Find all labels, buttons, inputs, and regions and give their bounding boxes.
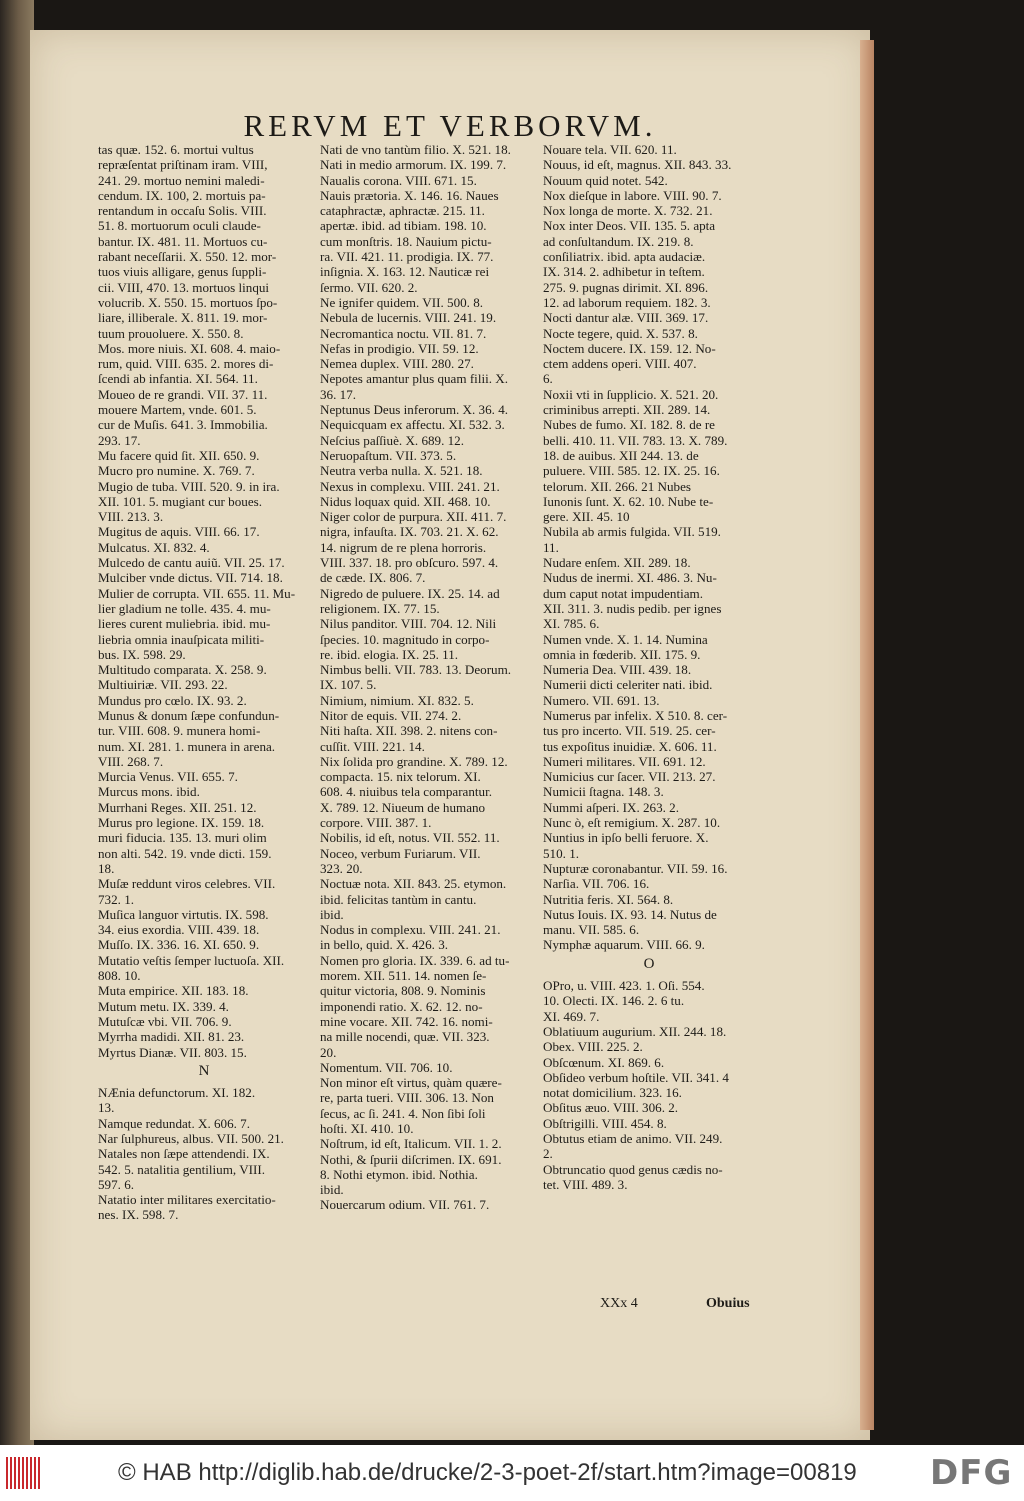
index-entry: Nymphæ aquarum. VIII. 66. 9. bbox=[543, 937, 705, 953]
index-entry: XII. 311. 3. nudis pedib. per ignes bbox=[543, 600, 722, 616]
index-entry: Neptunus Deus inferorum. X. 36. 4. bbox=[320, 402, 509, 418]
index-entry: Nati de vno tantùm filio. X. 521. 18. bbox=[320, 142, 511, 157]
index-entry: Multitudo comparata. X. 258. 9. bbox=[98, 662, 267, 678]
index-entry: 36. 17. bbox=[320, 386, 357, 402]
index-entry: Moueo de re grandi. VII. 37. 11. bbox=[98, 386, 268, 402]
index-entry: Obſideo verbum hoſtile. VII. 341. 4 bbox=[543, 1069, 729, 1085]
index-entry: Iunonis ſunt. X. 62. 10. Nube te- bbox=[543, 493, 714, 509]
index-entry: VIII. 268. 7. bbox=[98, 753, 164, 769]
index-entry: 510. 1. bbox=[543, 845, 580, 861]
index-entry: VIII. 337. 18. pro obſcuro. 597. 4. bbox=[320, 555, 499, 571]
index-entry: rentandum in occaſu Solis. VIII. bbox=[98, 203, 267, 219]
index-entry: X. 789. 12. Niueum de humano bbox=[320, 799, 486, 815]
index-entry: 18. bbox=[98, 860, 115, 876]
index-entry: tus pro incerto. VII. 519. 25. cer- bbox=[543, 723, 716, 739]
index-entry: Nequicquam ex affectu. XI. 532. 3. bbox=[320, 417, 505, 433]
index-entry: 241. 29. mortuo nemini maledi- bbox=[98, 172, 265, 188]
index-entry: repræſentat priſtinam iram. VIII, bbox=[98, 157, 268, 173]
index-entry: hoſti. XI. 410. 10. bbox=[320, 1121, 414, 1136]
index-entry: 293. 17. bbox=[98, 432, 141, 448]
index-entry: Nubila ab armis fulgida. VII. 519. bbox=[543, 524, 721, 540]
index-entry: ra. VII. 421. 11. prodigia. IX. 77. bbox=[320, 249, 494, 265]
index-entry: tuum prouoluere. X. 550. 8. bbox=[98, 325, 244, 341]
index-entry: Murus pro legione. IX. 159. 18. bbox=[98, 815, 265, 831]
index-entry: Noctuæ nota. XII. 843. 25. etymon. bbox=[320, 876, 507, 892]
index-entry: Nunc ò, eſt remigium. X. 287. 10. bbox=[543, 815, 721, 831]
index-entry: Nepotes amantur plus quam filii. X. bbox=[320, 371, 509, 387]
index-column-3 bbox=[543, 142, 755, 1192]
index-entry: 608. 4. niuibus tela comparantur. bbox=[320, 784, 493, 800]
index-entry: Naualis corona. VIII. 671. 15. bbox=[320, 172, 477, 188]
index-entry: num. XI. 281. 1. munera in arena. bbox=[98, 738, 276, 754]
index-entry: XI. 785. 6. bbox=[543, 616, 600, 632]
index-entry: Obſcœnum. XI. 869. 6. bbox=[543, 1054, 665, 1070]
index-entry: 13. bbox=[98, 1100, 115, 1116]
index-entry: apertæ. ibid. ad tibiam. 198. 10. bbox=[320, 218, 487, 234]
index-entry: 8. Nothi etymon. ibid. Nothia. bbox=[320, 1166, 478, 1182]
index-entry: Noſtrum, id eſt, Italicum. VII. 1. 2. bbox=[320, 1136, 502, 1152]
index-entry: Numerus par infelix. X 510. 8. cer- bbox=[543, 707, 728, 723]
index-entry: de cæde. IX. 806. 7. bbox=[320, 570, 426, 586]
index-entry: Natatio inter militares exercitatio- bbox=[98, 1192, 276, 1208]
index-entry: Numero. VII. 691. 13. bbox=[543, 692, 660, 708]
index-entry: cum monſtris. 18. Nauium pictu- bbox=[320, 233, 492, 249]
index-entry: Nauis prætoria. X. 146. 16. Naues bbox=[320, 187, 499, 203]
index-entry: VIII. 213. 3. bbox=[98, 509, 164, 525]
index-entry: Muſica languor virtutis. IX. 598. bbox=[98, 906, 269, 922]
index-entry: Nebula de lucernis. VIII. 241. 19. bbox=[320, 310, 497, 326]
page-fore-edge bbox=[860, 40, 874, 1430]
index-entry: Nummi aſperi. IX. 263. 2. bbox=[543, 799, 680, 815]
index-entry: Neſcius paſſiuè. X. 689. 12. bbox=[320, 432, 465, 448]
index-entry: Nudare enſem. XII. 289. 18. bbox=[543, 555, 691, 571]
index-entry: lier gladium ne tolle. 435. 4. mu- bbox=[98, 600, 271, 616]
index-entry: volucrib. X. 550. 15. mortuos ſpo- bbox=[98, 294, 278, 310]
index-entry: 20. bbox=[320, 1044, 337, 1060]
index-entry: Mulcedo de cantu auiũ. VII. 25. 17. bbox=[98, 555, 285, 571]
index-entry: Nocti dantur alæ. VIII. 369. 17. bbox=[543, 310, 709, 326]
index-entry: Obex. VIII. 225. 2. bbox=[543, 1039, 643, 1055]
index-entry: 323. 20. bbox=[320, 860, 363, 876]
book-binding-edge bbox=[0, 0, 34, 1445]
index-entry: Nobilis, id eſt, notus. VII. 552. 11. bbox=[320, 830, 500, 846]
index-entry: Nati in medio armorum. IX. 199. 7. bbox=[320, 157, 507, 173]
index-entry: Oblatiuum augurium. XII. 244. 18. bbox=[543, 1023, 727, 1039]
index-entry: Munus & donum ſæpe confundun- bbox=[98, 707, 280, 723]
index-entry: Nox inter Deos. VII. 135. 5. apta bbox=[543, 218, 716, 234]
index-entry: cur de Muſis. 641. 3. Immobilia. bbox=[98, 417, 268, 433]
index-entry: ibid. bbox=[320, 1182, 344, 1198]
index-entry: 10. Olecti. IX. 146. 2. 6 tu. bbox=[543, 993, 685, 1009]
index-entry: ibid. bbox=[320, 906, 344, 922]
index-entry: Neruopaſtum. VII. 373. 5. bbox=[320, 447, 457, 463]
index-entry: quitur victoria, 808. 9. Nominis bbox=[320, 983, 486, 999]
dfg-logo: DFG bbox=[930, 1453, 1013, 1493]
index-entry: Nutritia feris. XI. 564. 8. bbox=[543, 891, 674, 907]
index-entry: cii. VIII, 470. 13. mortuos linqui bbox=[98, 279, 270, 295]
index-entry: Nefas in prodigio. VII. 59. 12. bbox=[320, 340, 479, 356]
index-entry: manu. VII. 585. 6. bbox=[543, 922, 640, 938]
index-entry: Nothi, & ſpurii diſcrimen. IX. 691. bbox=[320, 1151, 502, 1167]
index-entry: Nutus Iouis. IX. 93. 14. Nutus de bbox=[543, 906, 717, 922]
index-entry: Mu facere quid ſit. XII. 650. 9. bbox=[98, 447, 260, 463]
index-entry: Murcia Venus. VII. 655. 7. bbox=[98, 769, 238, 785]
index-entry: Nomen pro gloria. IX. 339. 6. ad tu- bbox=[320, 952, 510, 968]
index-entry: Neutra verba nulla. X. 521. 18. bbox=[320, 463, 483, 479]
index-column-2 bbox=[320, 142, 532, 1213]
index-entry: Mucro pro numine. X. 769. 7. bbox=[98, 463, 255, 479]
section-letter-heading: N bbox=[198, 1062, 210, 1079]
index-entry: conſiliatrix. ibid. apta audaciæ. bbox=[543, 249, 706, 265]
index-entry: 6. bbox=[543, 371, 553, 387]
index-entry: bus. IX. 598. 29. bbox=[98, 646, 186, 662]
index-entry: Nouercarum odium. VII. 761. 7. bbox=[320, 1197, 490, 1213]
index-entry: ctem addens operi. VIII. 407. bbox=[543, 356, 697, 372]
index-entry: Multiuiriæ. VII. 293. 22. bbox=[98, 677, 228, 693]
index-entry: bantur. IX. 481. 11. Mortuos cu- bbox=[98, 233, 268, 249]
index-entry: 11. bbox=[543, 539, 559, 555]
index-entry: inſignia. X. 163. 12. Nauticæ rei bbox=[320, 264, 490, 280]
index-entry: Necromantica noctu. VII. 81. 7. bbox=[320, 325, 487, 341]
barcode-icon bbox=[6, 1457, 40, 1489]
index-entry: morem. XII. 511. 14. nomen ſe- bbox=[320, 968, 487, 984]
index-entry: Nar ſulphureus, albus. VII. 500. 21. bbox=[98, 1131, 284, 1146]
catchword: Obuius bbox=[706, 1296, 750, 1311]
index-entry: Muſæ reddunt viros celebres. VII. bbox=[98, 876, 276, 892]
index-entry: Nouum quid notet. 542. bbox=[543, 172, 668, 188]
index-entry: rabant neceſſarii. X. 550. 12. mor- bbox=[98, 249, 277, 265]
index-entry: 597. 6. bbox=[98, 1176, 135, 1192]
index-entry: Nimium, nimium. XI. 832. 5. bbox=[320, 692, 474, 708]
index-entry: Nix ſolida pro grandine. X. 789. 12. bbox=[320, 753, 508, 769]
index-entry: Nouus, id eſt, magnus. XII. 843. 33. bbox=[543, 157, 732, 173]
index-entry: Nodus in complexu. VIII. 241. 21. bbox=[320, 922, 501, 938]
index-entry: Muta empirice. XII. 183. 18. bbox=[98, 983, 249, 999]
index-entry: OPro, u. VIII. 423. 1. Oſi. 554. bbox=[543, 978, 705, 994]
index-entry: Nudus de inermi. XI. 486. 3. Nu- bbox=[543, 570, 717, 586]
index-entry: 2. bbox=[543, 1146, 553, 1162]
index-entry: tas quæ. 152. 6. mortui vultus bbox=[98, 142, 254, 157]
index-entry: dum caput notat impudentiam. bbox=[543, 585, 704, 601]
index-entry: omnia in fœderib. XII. 175. 9. bbox=[543, 646, 701, 662]
index-entry: Mutuſcæ vbi. VII. 706. 9. bbox=[98, 1013, 232, 1029]
index-entry: re, parta tueri. VIII. 306. 13. Non bbox=[320, 1090, 494, 1106]
index-entry: Niti haſta. XII. 398. 2. nitens con- bbox=[320, 723, 498, 739]
index-entry: NÆnia defunctorum. XI. 182. bbox=[98, 1085, 256, 1101]
index-entry: 12. ad laborum requiem. 182. 3. bbox=[543, 294, 711, 310]
index-entry: XI. 469. 7. bbox=[543, 1008, 600, 1024]
index-entry: Nexus in complexu. VIII. 241. 21. bbox=[320, 478, 500, 494]
index-entry: nigra, infauſta. IX. 703. 21. X. 62. bbox=[320, 524, 499, 540]
index-entry: Nocte tegere, quid. X. 537. 8. bbox=[543, 325, 698, 341]
index-entry: Numeri militares. VII. 691. 12. bbox=[543, 753, 706, 769]
index-entry: Nupturæ coronabantur. VII. 59. 16. bbox=[543, 860, 728, 876]
index-entry: Mos. more niuis. XI. 608. 4. maio- bbox=[98, 340, 281, 356]
index-entry: 808. 10. bbox=[98, 968, 141, 984]
index-entry: Mundus pro cœlo. IX. 93. 2. bbox=[98, 692, 247, 708]
index-entry: IX. 314. 2. adhibetur in teſtem. bbox=[543, 264, 705, 280]
index-entry: Obſtrigilli. VIII. 454. 8. bbox=[543, 1115, 667, 1131]
index-entry: puluere. VIII. 585. 12. IX. 25. 16. bbox=[543, 463, 720, 479]
index-column-1 bbox=[98, 142, 310, 1223]
index-entry: Mugitus de aquis. VIII. 66. 17. bbox=[98, 524, 260, 540]
index-entry: ibid. felicitas tantùm in cantu. bbox=[320, 891, 477, 907]
index-entry: Nitor de equis. VII. 274. 2. bbox=[320, 707, 462, 723]
index-entry: Nigredo de puluere. IX. 25. 14. ad bbox=[320, 585, 500, 601]
index-entry: criminibus arrepti. XII. 289. 14. bbox=[543, 402, 711, 418]
index-entry: Nilus panditor. VIII. 704. 12. Nili bbox=[320, 616, 497, 632]
signature-mark: XXx 4 bbox=[600, 1296, 638, 1311]
index-entry: Non minor eſt virtus, quàm quære- bbox=[320, 1075, 502, 1091]
index-entry: ſcendi ab infantia. XI. 564. 11. bbox=[98, 371, 258, 387]
index-entry: Natales non ſæpe attendendi. IX. bbox=[98, 1146, 270, 1162]
index-entry: IX. 107. 5. bbox=[320, 677, 377, 693]
index-entry: 51. 8. mortuorum oculi claude- bbox=[98, 218, 261, 234]
index-entry: Niger color de purpura. XII. 411. 7. bbox=[320, 509, 507, 525]
index-entry: Numicii ſtagna. 148. 3. bbox=[543, 784, 664, 800]
index-entry: Mulciber vnde dictus. VII. 714. 18. bbox=[98, 570, 283, 586]
index-entry: mouere Martem, vnde. 601. 5. bbox=[98, 402, 257, 418]
index-entry: Nox dieſque in labore. VIII. 90. 7. bbox=[543, 187, 722, 203]
index-entry: Obtutus etiam de animo. VII. 249. bbox=[543, 1131, 723, 1146]
index-entry: lieres curent muliebria. ibid. mu- bbox=[98, 616, 271, 632]
index-entry: gere. XII. 45. 10 bbox=[543, 509, 630, 525]
index-entry: non alti. 542. 19. vnde dicti. 159. bbox=[98, 845, 272, 861]
index-entry: 14. nigrum de re plena horroris. bbox=[320, 539, 487, 555]
index-entry: Numeria Dea. VIII. 439. 18. bbox=[543, 662, 692, 678]
index-entry: re. ibid. elogia. IX. 25. 11. bbox=[320, 646, 459, 662]
index-entry: Mulcatus. XI. 832. 4. bbox=[98, 539, 210, 555]
index-entry: Mutum metu. IX. 339. 4. bbox=[98, 998, 229, 1014]
index-entry: Myrrha madidi. XII. 81. 23. bbox=[98, 1029, 245, 1045]
index-entry: 34. eius exordia. VIII. 439. 18. bbox=[98, 922, 260, 938]
index-entry: corpore. VIII. 387. 1. bbox=[320, 815, 432, 831]
index-entry: 732. 1. bbox=[98, 891, 135, 907]
index-entry: cuſſit. VIII. 221. 14. bbox=[320, 738, 425, 754]
index-entry: ſecus, ac ſi. 241. 4. Non ſibi ſoli bbox=[320, 1105, 486, 1121]
index-entry: Noceo, verbum Furiarum. VII. bbox=[320, 845, 481, 861]
index-entry: rum, quid. VIII. 635. 2. mores di- bbox=[98, 356, 274, 372]
index-entry: nes. IX. 598. 7. bbox=[98, 1207, 179, 1223]
index-entry: Nuntius in ipſo belli feruore. X. bbox=[543, 830, 709, 846]
index-entry: Murrhani Reges. XII. 251. 12. bbox=[98, 799, 257, 815]
section-letter-heading: O bbox=[643, 955, 655, 972]
index-entry: tus expoſitus inuidiæ. X. 606. 11. bbox=[543, 738, 717, 754]
index-entry: imponendi ratio. X. 62. 12. no- bbox=[320, 998, 483, 1014]
index-entry: cendum. IX. 100, 2. mortuis pa- bbox=[98, 187, 266, 203]
index-entry: Namque redundat. X. 606. 7. bbox=[98, 1115, 250, 1131]
index-entry: compacta. 15. nix telorum. XI. bbox=[320, 769, 481, 785]
index-entry: Narſia. VII. 706. 16. bbox=[543, 876, 650, 892]
index-entry: Myrtus Dianæ. VII. 803. 15. bbox=[98, 1044, 247, 1060]
index-entry: Nidus loquax quid. XII. 468. 10. bbox=[320, 493, 491, 509]
index-entry: tur. VIII. 608. 9. munera homi- bbox=[98, 723, 261, 739]
index-entry: cataphractæ, aphractæ. 215. 11. bbox=[320, 203, 485, 219]
index-entry: 542. 5. natalitia gentilium, VIII. bbox=[98, 1161, 266, 1177]
index-entry: belli. 410. 11. VII. 783. 13. X. 789. bbox=[543, 432, 728, 448]
index-entry: 18. de auibus. XII 244. 13. de bbox=[543, 447, 699, 463]
index-entry: Obſitus æuo. VIII. 306. 2. bbox=[543, 1100, 679, 1116]
copyright-link[interactable]: © HAB http://diglib.hab.de/drucke/2-3-poet-2f/start.htm?image=00819 bbox=[118, 1459, 857, 1486]
index-entry: Numerii dicti celeriter nati. ibid. bbox=[543, 677, 713, 693]
index-entry: na mille nocendi, quæ. VII. 323. bbox=[320, 1029, 490, 1045]
index-entry: notat domicilium. 323. 16. bbox=[543, 1085, 682, 1101]
index-entry: Nouare tela. VII. 620. 11. bbox=[543, 142, 677, 157]
index-entry: Nox longa de morte. X. 732. 21. bbox=[543, 203, 713, 219]
index-entry: Mulier de corrupta. VII. 655. 11. Mu- bbox=[98, 585, 296, 601]
index-entry: in bello, quid. X. 426. 3. bbox=[320, 937, 449, 953]
index-entry: Ne ignifer quidem. VII. 500. 8. bbox=[320, 294, 484, 310]
index-entry: ſermo. VII. 620. 2. bbox=[320, 279, 418, 295]
index-entry: ad conſultandum. IX. 219. 8. bbox=[543, 233, 694, 249]
index-entry: Obtruncatio quod genus cædis no- bbox=[543, 1161, 723, 1177]
index-entry: Noxii vti in ſupplicio. X. 521. 20. bbox=[543, 386, 719, 402]
index-entry: mine vocare. XII. 742. 16. nomi- bbox=[320, 1013, 493, 1029]
index-entry: Mutatio veſtis ſemper luctuoſa. XII. bbox=[98, 952, 285, 968]
viewer-footer-bar bbox=[0, 1445, 1024, 1501]
index-entry: Numen vnde. X. 1. 14. Numina bbox=[543, 631, 708, 647]
index-entry: telorum. XII. 266. 21 Nubes bbox=[543, 478, 692, 494]
index-entry: liare, illiberale. X. 811. 19. mor- bbox=[98, 310, 268, 326]
index-entry: Nemea duplex. VIII. 280. 27. bbox=[320, 356, 474, 372]
index-entry: Numicius cur ſacer. VII. 213. 27. bbox=[543, 769, 716, 785]
index-entry: muri fiducia. 135. 13. muri olim bbox=[98, 830, 267, 846]
index-entry: Noctem ducere. IX. 159. 12. No- bbox=[543, 340, 716, 356]
index-entry: XII. 101. 5. mugiant cur boues. bbox=[98, 493, 263, 509]
index-entry: Mugio de tuba. VIII. 520. 9. in ira. bbox=[98, 478, 280, 494]
running-title: RERVM ET VERBORVM. bbox=[243, 108, 657, 143]
index-entry: 275. 9. pugnas dirimit. XI. 896. bbox=[543, 279, 709, 295]
index-entry: Nubes de fumo. XI. 182. 8. de re bbox=[543, 417, 715, 433]
index-entry: Muſſo. IX. 336. 16. XI. 650. 9. bbox=[98, 937, 260, 953]
index-entry: ſpecies. 10. magnitudo in corpo- bbox=[320, 631, 490, 647]
index-entry: religionem. IX. 77. 15. bbox=[320, 600, 440, 616]
index-entry: Murcus mons. ibid. bbox=[98, 784, 200, 800]
index-entry: tet. VIII. 489. 3. bbox=[543, 1176, 628, 1192]
index-entry: Nimbus belli. VII. 783. 13. Deorum. bbox=[320, 662, 512, 678]
index-entry: Nomentum. VII. 706. 10. bbox=[320, 1059, 453, 1075]
index-entry: liebria omnia inauſpicata militi- bbox=[98, 631, 265, 647]
index-entry: tuos viuis alligare, genus ſuppli- bbox=[98, 264, 267, 280]
